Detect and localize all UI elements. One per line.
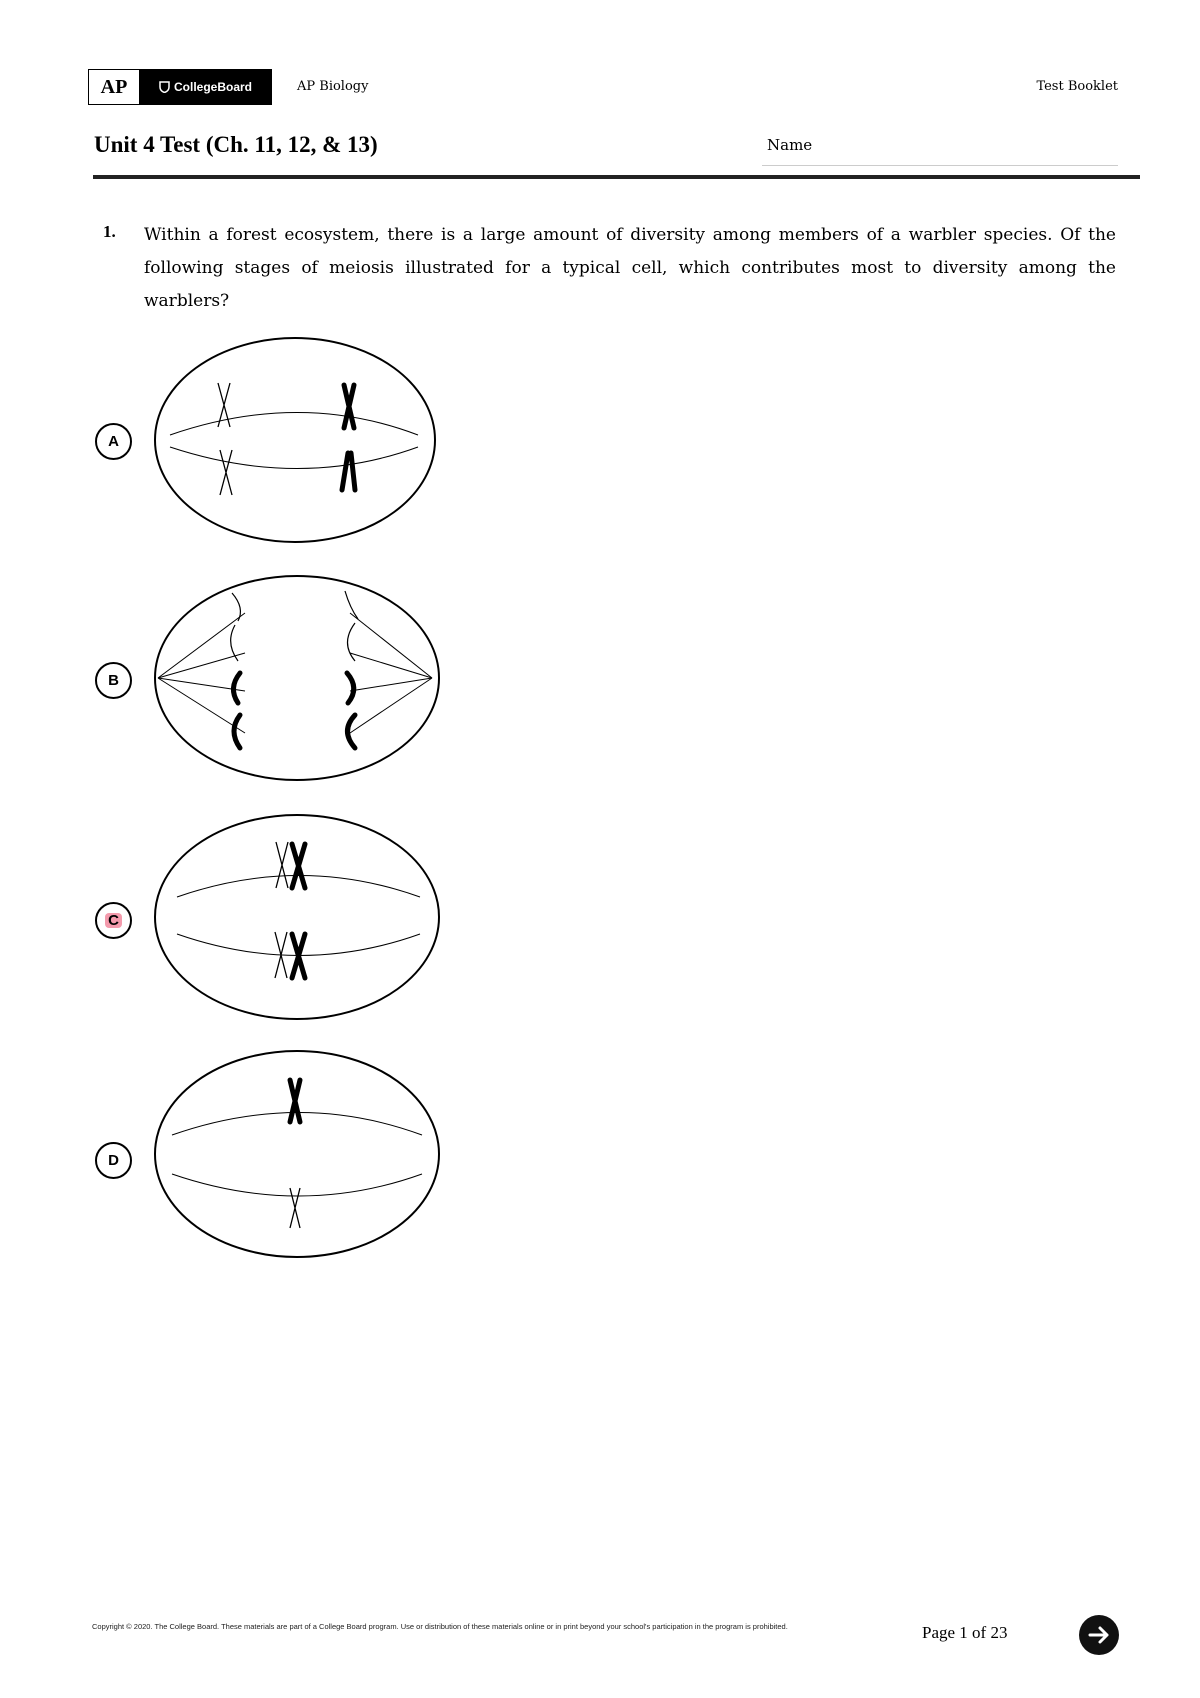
copyright-notice: Copyright © 2020. The College Board. These materials are part of a College Board program. Use or distribution of these materials online or in print beyond your school's participation in the program is prohibited. bbox=[92, 1622, 788, 1631]
next-page-button[interactable] bbox=[1079, 1615, 1119, 1655]
choice-d-label: D bbox=[108, 1152, 119, 1169]
header-divider bbox=[93, 175, 1140, 179]
choice-d-button[interactable] bbox=[95, 1142, 132, 1179]
choice-b-label: B bbox=[108, 672, 119, 689]
course-name: AP Biology bbox=[297, 79, 369, 94]
cell-diagram-a bbox=[150, 335, 440, 545]
cell-diagram-d bbox=[150, 1048, 445, 1260]
cell-diagram-b bbox=[150, 573, 445, 783]
choice-c-label: C bbox=[105, 913, 122, 928]
question-text: Within a forest ecosystem, there is a large amount of diversity among members of a warbler species. Of the following stages of meiosis illustrated for a typical cell, which contributes most to diversity among the warblers? bbox=[144, 225, 1116, 311]
question-number: 1. bbox=[103, 222, 116, 241]
name-field[interactable] bbox=[762, 165, 1118, 166]
booklet-label: Test Booklet bbox=[1036, 79, 1118, 94]
collegeboard-label: CollegeBoard bbox=[173, 80, 252, 94]
name-label: Name bbox=[767, 136, 813, 154]
collegeboard-logo bbox=[139, 70, 272, 104]
choice-a-button[interactable] bbox=[95, 423, 132, 460]
arrow-right-icon bbox=[1086, 1622, 1112, 1648]
shield-icon bbox=[159, 81, 170, 93]
choice-a-label: A bbox=[108, 433, 119, 450]
ap-logo: AP bbox=[100, 75, 128, 98]
page-number: Page 1 of 23 bbox=[922, 1623, 1008, 1642]
cell-diagram-c bbox=[150, 812, 445, 1022]
choice-b-button[interactable] bbox=[95, 662, 132, 699]
choice-c-button[interactable] bbox=[95, 902, 132, 939]
page-title: Unit 4 Test (Ch. 11, 12, & 13) bbox=[94, 132, 378, 157]
ap-collegeboard-logo bbox=[88, 69, 272, 105]
